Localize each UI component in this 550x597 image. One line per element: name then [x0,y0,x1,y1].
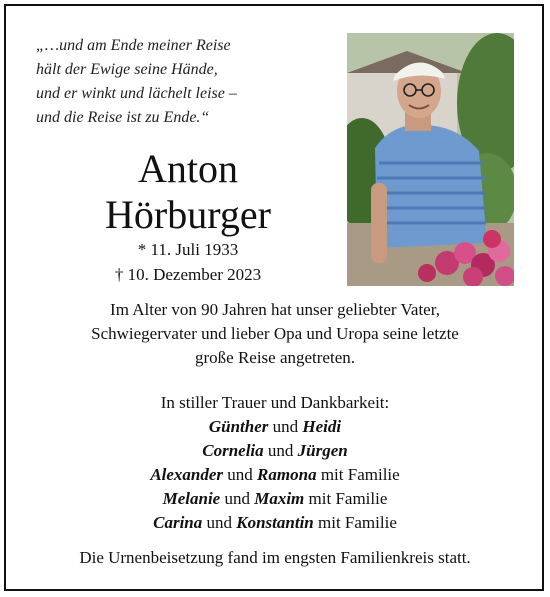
mourner-row [30,439,520,463]
announcement-text [30,298,520,370]
and-word: und [227,465,253,484]
quote-line: und er winkt und lächelt leise – [36,85,237,102]
burial-note: Die Urnenbeisetzung fand im engsten Familienkreis statt. [79,548,471,567]
family-suffix: mit Familie [318,513,397,532]
mourner-name: Alexander [150,465,224,484]
quote-block [36,34,336,130]
mourner-name: Ramona [257,465,317,484]
first-name: Anton [138,146,238,191]
mourner-name: Maxim [254,489,305,508]
mourner-row [30,415,520,439]
mourners-block [30,391,520,535]
death-date: † 10. Dezember 2023 [114,265,262,284]
quote-line: hält der Ewige seine Hände, [36,61,218,78]
mourner-row [30,511,520,535]
and-word: und [272,417,299,436]
mourner-name: Heidi [302,417,342,436]
announcement-line: Schwiegervater und lieber Opa und Uropa seine letzte [91,324,459,343]
mourner-name: Carina [153,513,203,532]
deceased-name [58,146,318,238]
mourners-intro: In stiller Trauer und Dankbarkeit: [160,393,390,412]
announcement-line: große Reise angetreten. [194,348,355,367]
life-dates [58,237,318,287]
mourner-name: Günther [208,417,269,436]
mourner-name: Jürgen [297,441,348,460]
and-word: und [267,441,294,460]
family-suffix: mit Familie [308,489,388,508]
mourner-name: Melanie [162,489,221,508]
and-word: und [224,489,250,508]
quote-line: „…und am Ende meiner Reise [36,37,231,54]
mourner-name: Cornelia [202,441,264,460]
last-name: Hörburger [105,192,271,237]
and-word: und [206,513,233,532]
birth-date: * 11. Juli 1933 [137,240,239,259]
family-suffix: mit Familie [320,465,400,484]
announcement-line: Im Alter von 90 Jahren hat unser geliebter Vater, [110,300,440,319]
portrait-illustration [347,33,514,286]
portrait-photo [347,33,514,286]
mourner-name: Konstantin [236,513,314,532]
mourner-row [30,487,520,511]
quote-line: und die Reise ist zu Ende.“ [36,109,210,126]
mourner-row [30,463,520,487]
